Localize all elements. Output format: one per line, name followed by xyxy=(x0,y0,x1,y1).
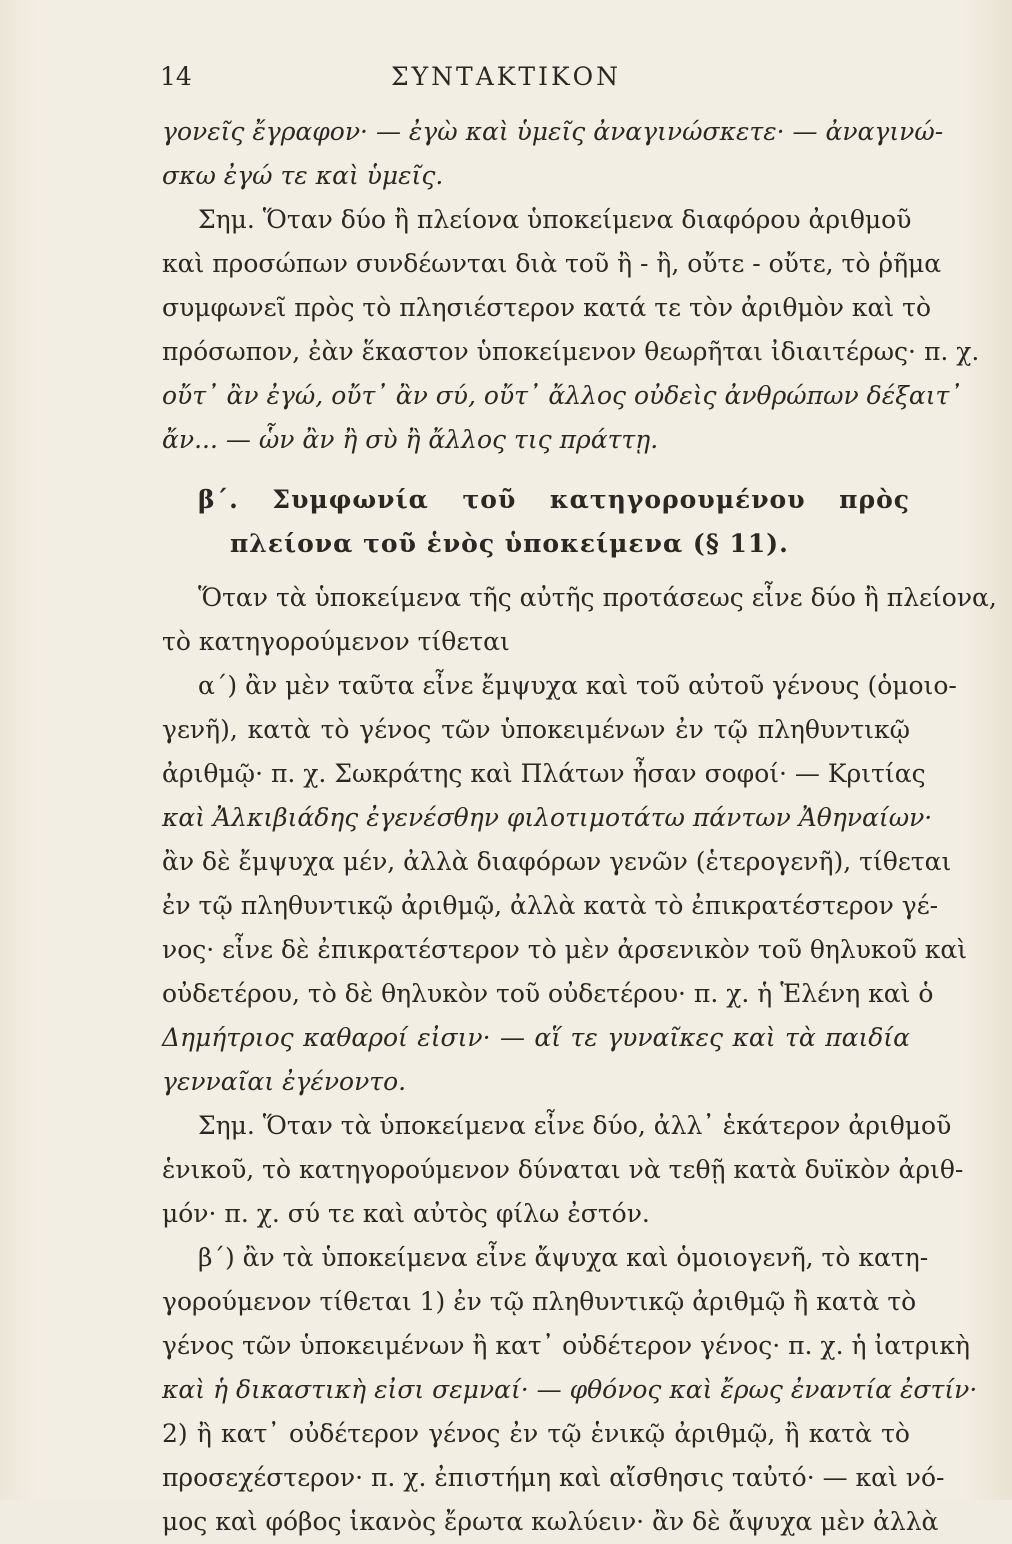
text-line: γενῆ), κατὰ τὸ γένος τῶν ὑποκειμένων ἐν τῷ πληθυντικῷ xyxy=(162,715,910,744)
page-header xyxy=(0,62,1012,102)
note-line: συμφωνεῖ πρὸς τὸ πλησιέστερον κατά τε τὸν ἀριθμὸν καὶ τὸ xyxy=(162,293,932,322)
text-line: β΄) ἂν τὰ ὑποκείμενα εἶνε ἄψυχα καὶ ὁμοιογενῆ, τὸ κατη- xyxy=(198,1243,929,1272)
text-line: 2) ἢ κατ᾽ οὐδέτερον γένος ἐν τῷ ἑνικῷ ἀριθμῷ, ἢ κατὰ τὸ xyxy=(162,1419,910,1448)
text-line: γένος τῶν ὑποκειμένων ἢ κατ᾽ οὐδέτερον γένος· π. χ. ἡ ἰατρικὴ xyxy=(162,1331,971,1360)
note-line: Σημ. Ὅταν τὰ ὑποκείμενα εἶνε δύο, ἀλλ᾽ ἑκάτερον ἀριθμοῦ xyxy=(198,1111,952,1140)
page-body xyxy=(162,110,997,1544)
note-line: Σημ. Ὅταν δύο ἢ πλείονα ὑποκείμενα διαφόρου ἀριθμοῦ xyxy=(198,205,912,234)
text-line: οὐδετέρου, τὸ δὲ θηλυκὸν τοῦ οὐδετέρου· π. χ. ἡ Ἑλένη καὶ ὁ xyxy=(162,979,934,1008)
example-line: καὶ Ἀλκιβιάδης ἐγενέσθην φιλοτιμοτάτω πάντων Ἀθηναίων· xyxy=(162,803,933,832)
note-line: μόν· π. χ. σύ τε καὶ αὐτὸς φίλω ἐστόν. xyxy=(162,1199,650,1228)
note-line: ἑνικοῦ, τὸ κατηγορούμενον δύναται νὰ τεθῇ κατὰ δυϊκὸν ἀριθ- xyxy=(162,1155,964,1184)
text-line: προσεχέστερον· π. χ. ἐπιστήμη καὶ αἴσθησις ταὐτό· — καὶ νό- xyxy=(162,1463,945,1492)
section-heading: πλείονα τοῦ ἑνὸς ὑποκείμενα (§ 11). xyxy=(230,529,789,558)
section-heading: β΄. Συμφωνία τοῦ κατηγορουμένου πρὸς xyxy=(198,485,910,514)
text-line: ἂν δὲ ἔμψυχα μέν, ἀλλὰ διαφόρων γενῶν (ἑτερογενῆ), τίθεται xyxy=(162,847,952,876)
text-line: ἐν τῷ πληθυντικῷ ἀριθμῷ, ἀλλὰ κατὰ τὸ ἐπικρατέστερον γέ- xyxy=(162,891,939,920)
text-line: α΄) ἂν μὲν ταῦτα εἶνε ἔμψυχα καὶ τοῦ αὐτοῦ γένους (ὁμοιο- xyxy=(198,671,957,700)
text-line: ἀριθμῷ· π. χ. Σωκράτης καὶ Πλάτων ἦσαν σοφοί· — Κριτίας xyxy=(162,759,926,788)
example-line: Δημήτριος καθαροί εἰσιν· — αἵ τε γυναῖκες καὶ τὰ παιδία xyxy=(162,1023,910,1052)
example-line: ἄν... — ὧν ἂν ἢ σὺ ἢ ἄλλος τις πράττῃ. xyxy=(162,425,659,454)
text-line: τὸ κατηγορούμενον τίθεται xyxy=(162,627,510,656)
text-line: γονεῖς ἔγραφον· — ἐγὼ καὶ ὑμεῖς ἀναγινώσκετε· — ἀναγινώ- xyxy=(162,117,944,146)
example-line: καὶ ἡ δικαστικὴ εἰσι σεμναί· — φθόνος καὶ ἔρως ἐναντία ἐστίν· xyxy=(162,1375,978,1404)
note-line: καὶ προσώπων συνδέωνται διὰ τοῦ ἢ - ἢ, οὔτε - οὔτε, τὸ ῥῆμα xyxy=(162,249,942,278)
note-line: πρόσωπον, ἐὰν ἕκαστον ὑποκείμενον θεωρῆται ἰδιαιτέρως· π. χ. xyxy=(162,337,980,366)
running-title: ΣΥΝΤΑΚΤΙΚΟΝ xyxy=(390,62,622,91)
text-line: Ὅταν τὰ ὑποκείμενα τῆς αὐτῆς προτάσεως εἶνε δύο ἢ πλείονα, xyxy=(198,583,997,612)
text-line: γορούμενον τίθεται 1) ἐν τῷ πληθυντικῷ ἀριθμῷ ἢ κατὰ τὸ xyxy=(162,1287,917,1316)
page-number: 14 xyxy=(160,62,192,91)
example-line: γενναῖαι ἐγένοντο. xyxy=(162,1067,407,1096)
text-line: σκω ἐγώ τε καὶ ὑμεῖς. xyxy=(162,161,444,190)
example-line: οὔτ᾽ ἂν ἐγώ, οὔτ᾽ ἂν σύ, οὔτ᾽ ἄλλος οὐδεὶς ἀνθρώπων δέξαιτ᾽ xyxy=(162,381,962,410)
text-line: νος· εἶνε δὲ ἐπικρατέστερον τὸ μὲν ἀρσενικὸν τοῦ θηλυκοῦ καὶ xyxy=(162,935,968,964)
text-line: μος καὶ φόβος ἱκανὸς ἔρωτα κωλύειν· ἂν δὲ ἄψυχα μὲν ἀλλὰ xyxy=(162,1507,939,1536)
